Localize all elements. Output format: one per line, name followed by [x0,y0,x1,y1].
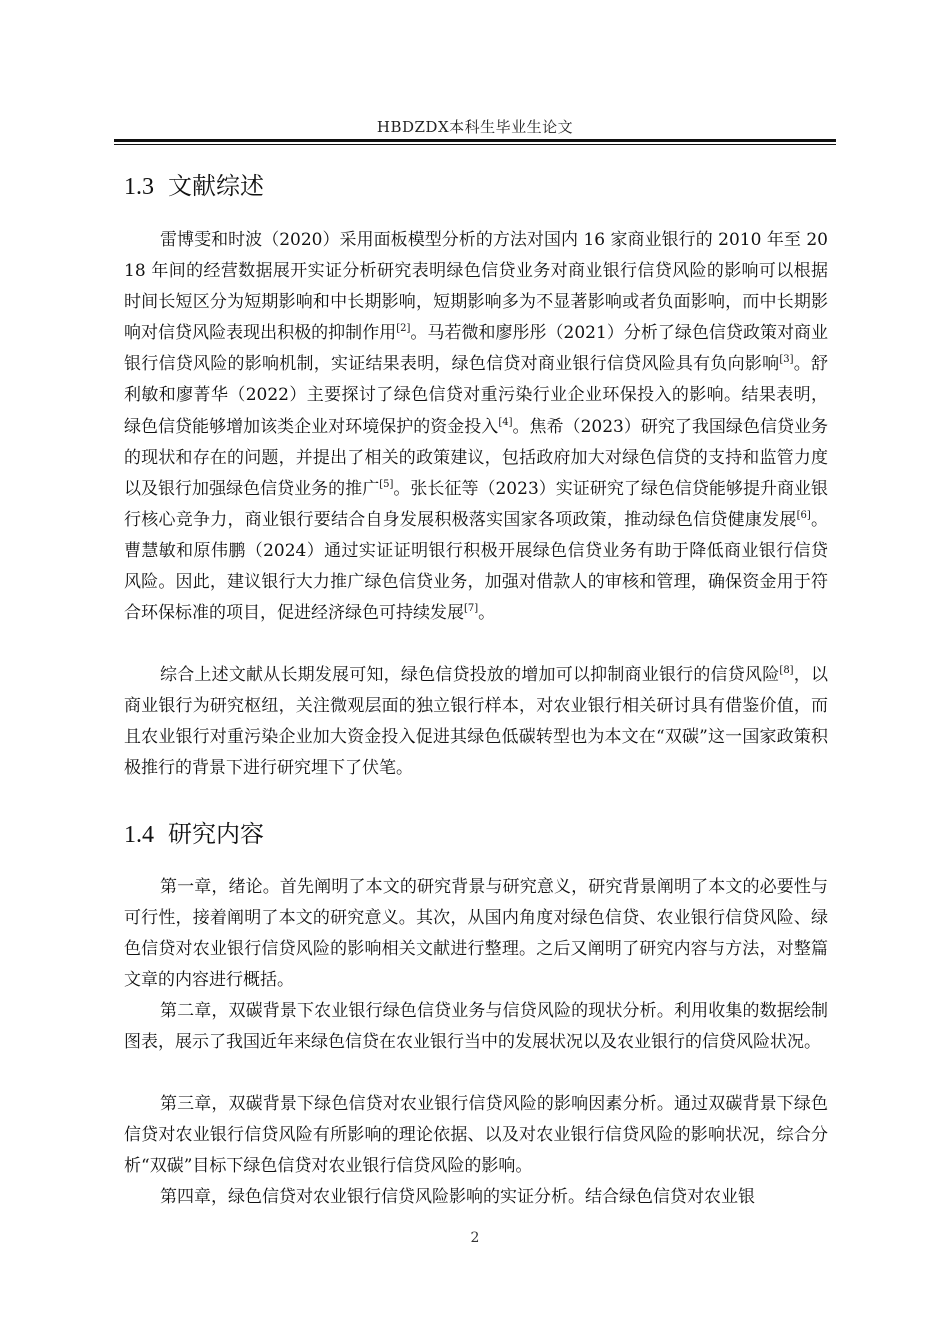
section-title: 文献综述 [168,172,264,200]
paragraph-text: 第二章，双碳背景下农业银行绿色信贷业务与信贷风险的现状分析。利用收集的数据绘制图表，展示了我国近年来绿色信贷在农业银行当中的发展状况以及农业银行的信贷风险状况。 [124,1001,828,1053]
paragraph [124,1089,828,1182]
section-heading-1-4 [124,814,264,849]
paragraph-text: 。舒利敏和廖菁华（2022）主要探讨了绿色信贷对重污染行业企业环保投入的影响。结果表明，绿色信贷能够增加该类企业对环境保护的资金投入 [124,354,829,437]
paragraph [124,660,828,784]
citation-marker: [2] [396,323,411,335]
paragraph-text: 。马若微和廖彤彤（2021）分析了绿色信贷政策对商业银行信贷风险的影响机制，实证结果表明，绿色信贷对商业银行信贷风险具有负向影响 [124,323,829,375]
page-number: 2 [470,1230,480,1246]
citation-marker: [4] [498,416,513,428]
paragraph-text: 第三章，双碳背景下绿色信贷对农业银行信贷风险的影响因素分析。通过双碳背景下绿色信贷对农业银行信贷风险有所影响的理论依据、以及对农业银行信贷风险的影响状况，综合分析“双碳”目标下绿色信贷对农业银行信贷风险的影响。 [124,1094,828,1177]
paragraph-text: 。曹慧敏和原伟鹏（2024）通过实证证明银行积极开展绿色信贷业务有助于降低商业银行信贷风险。因此，建议银行大力推广绿色信贷业务，加强对借款人的审核和管理，确保资金用于符合环保标准的项目，促进经济绿色可持续发展 [124,509,829,624]
paragraph-text: 第一章，绪论。首先阐明了本文的研究背景与研究意义，研究背景阐明了本文的必要性与可行性，接着阐明了本文的研究意义。其次，从国内角度对绿色信贷、农业银行信贷风险、绿色信贷对农业银行信贷风险的影响相关文献进行整理。之后又阐明了研究内容与方法，对整篇文章的内容进行概括。 [124,877,828,991]
section-number: 1.4 [124,822,154,848]
section-title: 研究内容 [168,820,264,848]
paragraph [124,872,828,996]
paragraph-text: 雷博雯和时波（2020）采用面板模型分析的方法对国内 16 家商业银行的 2010 年至 2018 年间的经营数据展开实证分析研究表明绿色信贷业务对商业银行信贷风险的影响可以根据时间长短区分为短期影响和中长期影响，短期影响多为不显著影响或者负面影响，而中长期影响对信贷风险表现出积极的抑制作用 [124,230,828,344]
header-rule-thin [114,144,836,145]
citation-marker: [5] [379,478,394,490]
paragraph-text: ，以商业银行为研究枢纽，关注微观层面的独立银行样本，对农业银行相关研讨具有借鉴价值，而且农业银行对重污染企业加大资金投入促进其绿色低碳转型也为本文在“双碳”这一国家政策积极推行的背景下进行研究埋下了伏笔。 [124,665,829,779]
citation-marker: [3] [779,354,794,366]
paragraph [124,225,828,629]
citation-marker: [6] [796,509,811,521]
header-rule-thick [114,139,836,142]
paragraph-text: 。 [478,603,496,624]
paragraph [124,996,828,1058]
paragraph [124,1182,828,1213]
citation-marker: [7] [464,603,479,615]
section-number: 1.3 [124,174,154,200]
paragraph-text: 。张长征等（2023）实证研究了绿色信贷能够提升商业银行核心竞争力，商业银行要结合自身发展积极落实国家各项政策，推动绿色信贷健康发展 [124,478,828,530]
citation-marker: [8] [779,665,794,676]
paragraph-text: 综合上述文献从长期发展可知，绿色信贷投放的增加可以抑制商业银行的信贷风险 [160,665,780,685]
section-heading-1-3 [124,166,264,201]
paragraph-text: 第四章，绿色信贷对农业银行信贷风险影响的实证分析。结合绿色信贷对农业银 [160,1187,755,1207]
paragraph-text: 。焦希（2023）研究了我国绿色信贷业务的现状和存在的问题，并提出了相关的政策建议，包括政府加大对绿色信贷的支持和监管力度以及银行加强绿色信贷业务的推广 [124,416,829,499]
running-header: HBDZDX本科生毕业生论文 [376,118,574,136]
